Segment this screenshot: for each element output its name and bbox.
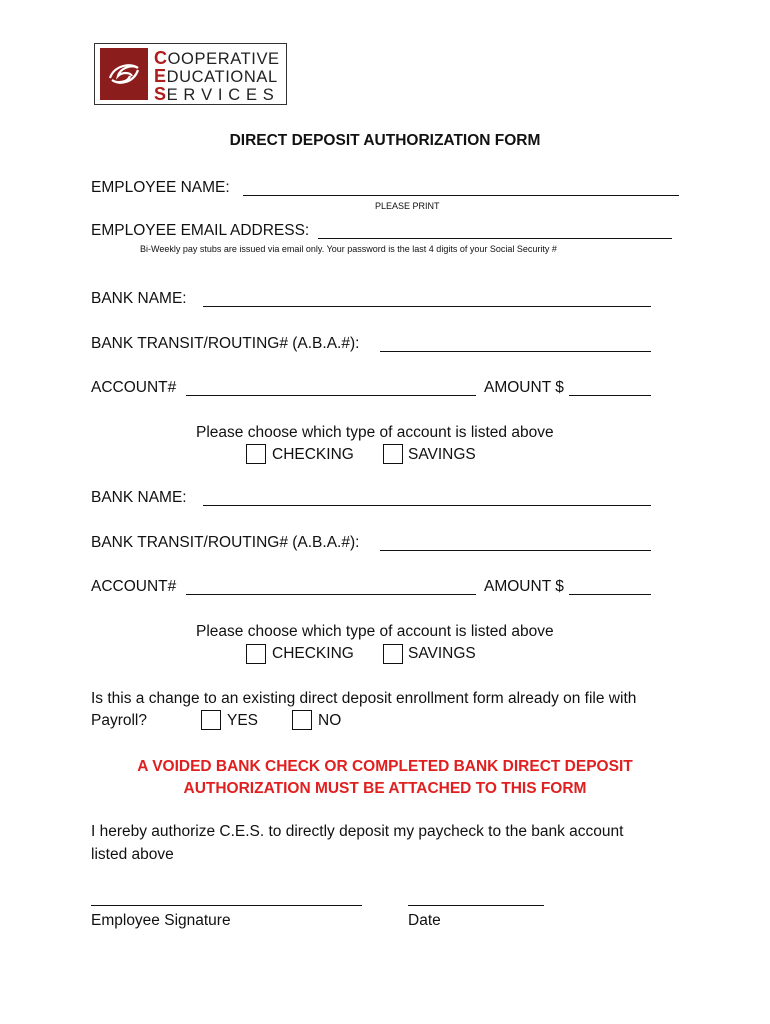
- savings-label-1: SAVINGS: [408, 446, 476, 463]
- date-field[interactable]: [408, 905, 544, 906]
- account-field-2[interactable]: [186, 594, 476, 595]
- amount-label-2: AMOUNT $: [484, 578, 564, 595]
- savings-label-2: SAVINGS: [408, 645, 476, 662]
- amount-label-1: AMOUNT $: [484, 379, 564, 396]
- signature-field[interactable]: [91, 905, 362, 906]
- checking-label-2: CHECKING: [272, 645, 354, 662]
- routing-field-1[interactable]: [380, 351, 651, 352]
- account-type-prompt-1: Please choose which type of account is listed above: [196, 424, 554, 441]
- account-label-1: ACCOUNT#: [91, 379, 177, 396]
- no-label: NO: [318, 712, 342, 729]
- employee-name-label: EMPLOYEE NAME:: [91, 179, 230, 196]
- form-title: DIRECT DEPOSIT AUTHORIZATION FORM: [229, 132, 541, 149]
- checking-checkbox-2[interactable]: [246, 644, 266, 664]
- routing-label-2: BANK TRANSIT/ROUTING# (A.B.A.#):: [91, 534, 360, 551]
- bank-name-field-2[interactable]: [203, 505, 651, 506]
- savings-checkbox-1[interactable]: [383, 444, 403, 464]
- authorize-line-1: I hereby authorize C.E.S. to directly deposit my paycheck to the bank account: [91, 823, 624, 840]
- account-field-1[interactable]: [186, 395, 476, 396]
- logo-line-3: SE R V I C E S: [154, 84, 275, 104]
- authorize-line-2: listed above: [91, 846, 174, 863]
- change-question-line-2: Payroll?: [91, 712, 147, 729]
- please-print-note: PLEASE PRINT: [375, 201, 440, 211]
- bank-name-label-2: BANK NAME:: [91, 489, 187, 506]
- amount-field-1[interactable]: [569, 395, 651, 396]
- logo-emblem-icon: [100, 48, 148, 100]
- employee-email-label: EMPLOYEE EMAIL ADDRESS:: [91, 222, 310, 239]
- warning-line-1: A VOIDED BANK CHECK OR COMPLETED BANK DIRECT DEPOSIT: [137, 758, 633, 775]
- account-label-2: ACCOUNT#: [91, 578, 177, 595]
- account-type-prompt-2: Please choose which type of account is listed above: [196, 623, 554, 640]
- checking-checkbox-1[interactable]: [246, 444, 266, 464]
- date-label: Date: [408, 912, 441, 929]
- logo-line-1: COOPERATIVE: [154, 48, 280, 68]
- warning-line-2: AUTHORIZATION MUST BE ATTACHED TO THIS FORM: [183, 780, 587, 797]
- routing-label-1: BANK TRANSIT/ROUTING# (A.B.A.#):: [91, 335, 360, 352]
- employee-email-field[interactable]: [318, 238, 672, 239]
- routing-field-2[interactable]: [380, 550, 651, 551]
- employee-name-field[interactable]: [243, 195, 679, 196]
- bank-name-label-1: BANK NAME:: [91, 290, 187, 307]
- savings-checkbox-2[interactable]: [383, 644, 403, 664]
- logo-line-2: EDUCATIONAL: [154, 66, 278, 86]
- yes-checkbox[interactable]: [201, 710, 221, 730]
- email-note: Bi-Weekly pay stubs are issued via email only. Your password is the last 4 digits of your Social Security #: [140, 244, 557, 254]
- amount-field-2[interactable]: [569, 594, 651, 595]
- signature-label: Employee Signature: [91, 912, 231, 929]
- yes-label: YES: [227, 712, 259, 729]
- no-checkbox[interactable]: [292, 710, 312, 730]
- change-question-line-1: Is this a change to an existing direct deposit enrollment form already on file with: [91, 690, 637, 707]
- bank-name-field-1[interactable]: [203, 306, 651, 307]
- checking-label-1: CHECKING: [272, 446, 354, 463]
